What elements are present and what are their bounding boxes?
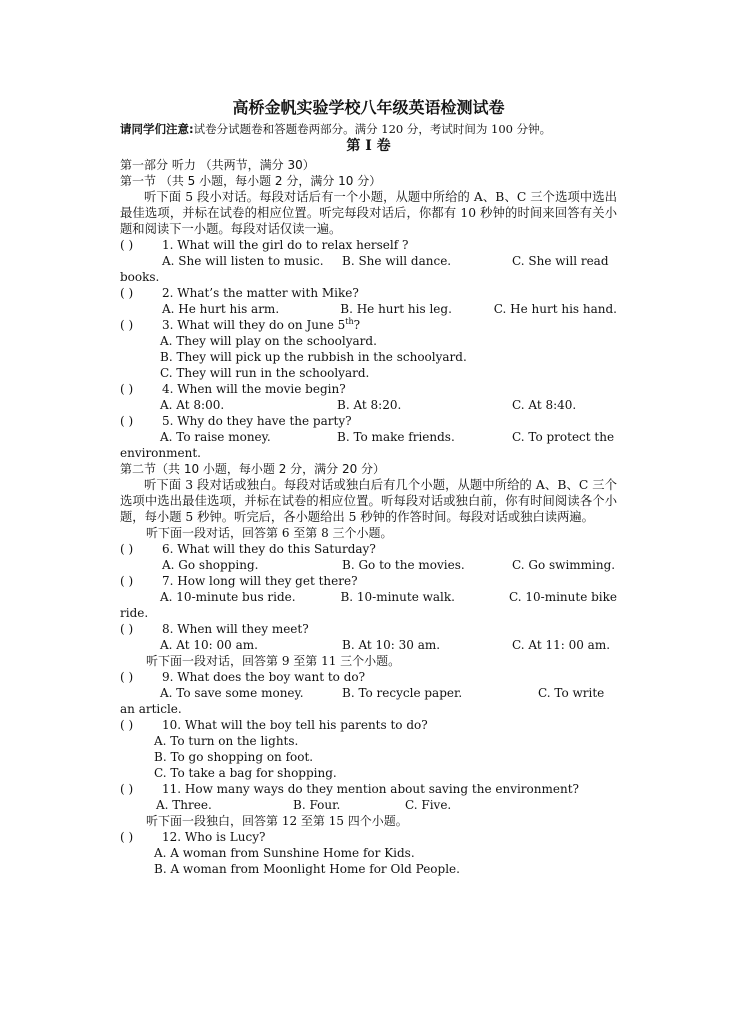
instruction-group-1: 听下面一段对话，回答第 6 至第 8 三个小题。 [146, 526, 393, 540]
notice-text: 试卷分试题卷和答题卷两部分。满分 120 分，考试时间为 100 分钟。 [193, 122, 552, 136]
notice-line [120, 121, 625, 137]
question-text: 6. What will they do this Saturday? [162, 542, 376, 556]
option-c: C. He hurt his hand. [493, 302, 617, 316]
question-text: 8. When will they meet? [162, 622, 309, 636]
question-11 [120, 781, 617, 797]
option-a: A. Go shopping. [162, 558, 259, 572]
option-a: A. To raise money. [160, 430, 271, 444]
options-2 [120, 301, 617, 317]
option-a: A. 10-minute bus ride. [160, 590, 296, 604]
options-4 [120, 397, 617, 413]
question-10 [120, 717, 617, 733]
answer-blank[interactable]: ( ) [120, 670, 134, 684]
option-a: A. To turn on the lights. [154, 734, 299, 748]
option-b: B. To go shopping on foot. [154, 750, 314, 764]
option-b: B. Go to the movies. [342, 558, 465, 572]
question-4 [120, 381, 617, 397]
question-1 [120, 237, 617, 253]
option-b: B. At 8:20. [337, 398, 402, 412]
option-b: B. Four. [293, 798, 341, 812]
part-heading: 第一部分 听力 （共两节，满分 30） [120, 158, 315, 172]
option-b: B. To make friends. [337, 430, 455, 444]
question-text: 2. What’s the matter with Mike? [162, 286, 359, 300]
question-text: 9. What does the boy want to do? [162, 670, 366, 684]
answer-blank[interactable]: ( ) [120, 542, 134, 556]
option-c: C. They will run in the schoolyard. [160, 366, 370, 380]
option-b: B. 10-minute walk. [340, 590, 455, 604]
options-9 [120, 685, 617, 701]
option-c: C. To take a bag for shopping. [154, 766, 337, 780]
question-12 [120, 829, 617, 845]
answer-blank[interactable]: ( ) [120, 782, 134, 796]
question-text: 11. How many ways do they mention about saving the environment? [162, 782, 579, 796]
option-b: B. To recycle paper. [342, 686, 463, 700]
answer-blank[interactable]: ( ) [120, 718, 134, 732]
question-text: 3. What will they do on June 5th? [162, 317, 361, 332]
section1-instructions: 听下面 5 段小对话。每段对话后有一个小题，从题中所给的 A、B、C 三个选项中选出最佳选项，并标在试卷的相应位置。听完每段对话后，你都有 10 秒钟的时间来回答有关小题和阅读下一小题。每段对话仅读一遍。 [120, 190, 617, 236]
page-title: 高桥金帆实验学校八年级英语检测试卷 [232, 98, 505, 117]
question-text: 7. How long will they get there? [162, 574, 358, 588]
instruction-group-3: 听下面一段独白，回答第 12 至第 15 四个小题。 [146, 814, 408, 828]
question-5 [120, 413, 617, 429]
question-text: 1. What will the girl do to relax herself ? [162, 238, 409, 252]
option-a: A. A woman from Sunshine Home for Kids. [154, 846, 415, 860]
option-b: B. He hurt his leg. [340, 302, 452, 316]
option-continuation: ride. [120, 606, 149, 620]
option-b: B. She will dance. [342, 254, 452, 268]
question-7 [120, 573, 617, 589]
answer-blank[interactable]: ( ) [120, 286, 134, 300]
option-a: A. To save some money. [160, 686, 304, 700]
options-6 [120, 557, 617, 573]
question-3 [120, 317, 617, 333]
answer-blank[interactable]: ( ) [120, 414, 134, 428]
question-text: 12. Who is Lucy? [162, 830, 266, 844]
options-7 [120, 589, 617, 605]
option-c: C. Five. [405, 798, 452, 812]
option-a: A. They will play on the schoolyard. [160, 334, 377, 348]
answer-blank[interactable]: ( ) [120, 622, 134, 636]
answer-blank[interactable]: ( ) [120, 382, 134, 396]
option-a: A. At 8:00. [160, 398, 225, 412]
option-c: C. Go swimming. [512, 558, 616, 572]
option-continuation: environment. [120, 446, 201, 460]
option-c: C. To write [538, 686, 605, 700]
question-9 [120, 669, 617, 685]
question-text: 10. What will the boy tell his parents to do? [162, 718, 428, 732]
options-8 [120, 637, 617, 653]
option-continuation: books. [120, 270, 160, 284]
option-b: B. At 10: 30 am. [342, 638, 441, 652]
option-c: C. She will read [512, 254, 609, 268]
option-c: C. To protect the [512, 430, 615, 444]
section2-heading: 第二节（共 10 小题，每小题 2 分，满分 20 分） [120, 462, 386, 476]
notice-label: 请同学们注意: [120, 122, 194, 136]
option-a: A. Three. [156, 798, 212, 812]
options-5 [120, 429, 617, 445]
option-b: B. A woman from Moonlight Home for Old People. [154, 862, 460, 876]
option-c: C. At 8:40. [512, 398, 577, 412]
answer-blank[interactable]: ( ) [120, 574, 134, 588]
option-c: C. At 11: 00 am. [512, 638, 611, 652]
question-6 [120, 541, 617, 557]
option-a: A. At 10: 00 am. [160, 638, 258, 652]
instruction-group-2: 听下面一段对话，回答第 9 至第 11 三个小题。 [146, 654, 401, 668]
volume-heading: 第 I 卷 [346, 138, 391, 154]
question-text: 4. When will the movie begin? [162, 382, 346, 396]
answer-blank[interactable]: ( ) [120, 318, 134, 332]
section2-instructions: 听下面 3 段对话或独白。每段对话或独白后有几个小题，从题中所给的 A、B、C 三个选项中选出最佳选项，并标在试卷的相应位置。听每段对话或独白前，你有时间阅读各个小题，每小题 5 秒钟。听完后，各小题给出 5 秒钟的作答时间。每段对话或独白读两遍。 [120, 478, 617, 524]
question-2 [120, 285, 617, 301]
section1-heading: 第一节 （共 5 小题，每小题 2 分，满分 10 分） [120, 174, 382, 188]
answer-blank[interactable]: ( ) [120, 830, 134, 844]
option-a: A. He hurt his arm. [162, 302, 280, 316]
options-1 [120, 253, 617, 269]
answer-blank[interactable]: ( ) [120, 238, 134, 252]
question-text: 5. Why do they have the party? [162, 414, 352, 428]
option-a: A. She will listen to music. [162, 254, 324, 268]
options-11 [120, 797, 617, 813]
question-8 [120, 621, 617, 637]
option-c: C. 10-minute bike [508, 590, 617, 604]
option-continuation: an article. [120, 702, 182, 716]
option-b: B. They will pick up the rubbish in the schoolyard. [160, 350, 467, 364]
exam-content [120, 157, 617, 877]
